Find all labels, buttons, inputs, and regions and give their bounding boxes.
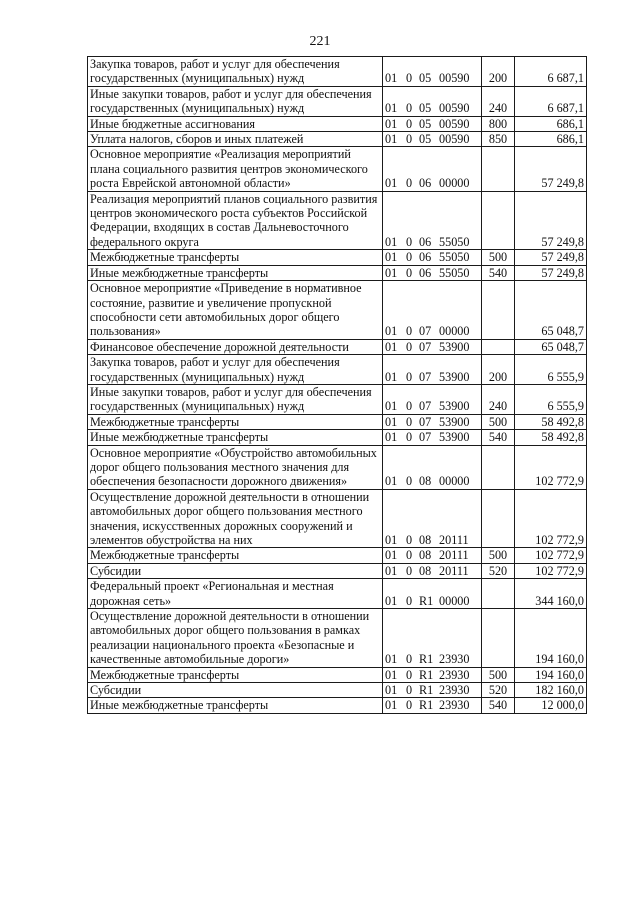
code-part: 01 [385,116,398,131]
row-expense-type: 500 [482,250,515,265]
row-name: Реализация мероприятий планов социального развития центров экономического роста субъектов Российской Федерации, входящих в состав Дальневосточного федерального округа [88,191,383,250]
code-part: 53900 [439,339,470,354]
row-expense-type [482,445,515,489]
code-part: 23930 [439,652,470,667]
code-part: 20111 [439,548,469,563]
table-row [88,132,587,147]
row-code [383,355,482,385]
code-part: 0 [406,234,413,249]
code-part: 0 [406,339,413,354]
row-name: Иные межбюджетные трансферты [88,698,383,713]
code-part: 08 [419,563,432,578]
code-part: 00000 [439,324,470,339]
code-part: 08 [419,474,432,489]
table-row [88,563,587,578]
table-row [88,147,587,191]
table-row [88,281,587,340]
row-name: Закупка товаров, работ и услуг для обеспечения государственных (муниципальных) нужд [88,355,383,385]
code-part: 05 [419,101,432,116]
code-part: 53900 [439,430,470,445]
code-part: 01 [385,474,398,489]
code-part: 01 [385,101,398,116]
row-name: Основное мероприятие «Приведение в нормативное состояние, развитие и увеличение пропускной способности сети автомобильных дорог общего пользования» [88,281,383,340]
code-part: 55050 [439,234,470,249]
code-part: R1 [419,593,434,608]
code-part: 01 [385,563,398,578]
table-row [88,609,587,668]
code-part: 08 [419,548,432,563]
code-part: 00000 [439,593,470,608]
code-part: 05 [419,132,432,147]
row-name: Основное мероприятие «Обустройство автомобильных дорог общего пользования местного значения для обеспечения безопасности дорожного движения» [88,445,383,489]
table-row [88,191,587,250]
code-part: 01 [385,369,398,384]
code-part: 0 [406,369,413,384]
row-expense-type: 500 [482,548,515,563]
row-name: Закупка товаров, работ и услуг для обеспечения государственных (муниципальных) нужд [88,57,383,87]
row-name: Основное мероприятие «Реализация мероприятий плана социального развития центров экономического роста Еврейской автономной области» [88,147,383,191]
row-code [383,489,482,548]
row-amount: 57 249,8 [515,250,587,265]
row-name: Федеральный проект «Региональная и местная дорожная сеть» [88,579,383,609]
row-name: Субсидии [88,563,383,578]
code-part: 01 [385,698,398,713]
code-part: 01 [385,548,398,563]
code-part: 06 [419,234,432,249]
code-part: 0 [406,474,413,489]
code-part: 01 [385,71,398,86]
table-row [88,265,587,280]
row-code [383,281,482,340]
row-code [383,57,482,87]
code-part: 23930 [439,698,470,713]
code-part: 01 [385,399,398,414]
row-expense-type: 240 [482,86,515,116]
table-row [88,698,587,713]
row-code [383,250,482,265]
table-row [88,57,587,87]
table-row [88,579,587,609]
code-part: 01 [385,593,398,608]
code-part: 06 [419,176,432,191]
row-amount: 6 687,1 [515,57,587,87]
row-code [383,384,482,414]
code-part: 0 [406,667,413,682]
table-row [88,414,587,429]
row-expense-type: 520 [482,563,515,578]
code-part: 0 [406,132,413,147]
page-number: 221 [309,34,331,49]
code-part: 20111 [439,563,469,578]
row-code [383,430,482,445]
code-part: R1 [419,652,434,667]
row-amount: 6 555,9 [515,384,587,414]
code-part: 20111 [439,533,469,547]
row-expense-type: 800 [482,116,515,131]
row-expense-type [482,281,515,340]
code-part: 0 [406,399,413,414]
row-name: Осуществление дорожной деятельности в отношении автомобильных дорог общего пользования местного значения, искусственных дорожных сооружений и элементов обустройства на них [88,489,383,548]
row-name: Иные закупки товаров, работ и услуг для обеспечения государственных (муниципальных) нужд [88,384,383,414]
budget-table [87,56,587,714]
row-code [383,609,482,668]
code-part: 07 [419,369,432,384]
row-name: Иные межбюджетные трансферты [88,430,383,445]
row-amount: 57 249,8 [515,191,587,250]
table-row [88,355,587,385]
code-part: 01 [385,683,398,698]
row-code [383,563,482,578]
row-code [383,191,482,250]
code-part: 07 [419,339,432,354]
row-amount: 344 160,0 [515,579,587,609]
row-amount: 12 000,0 [515,698,587,713]
code-part: 0 [406,250,413,265]
row-expense-type: 500 [482,414,515,429]
row-code [383,548,482,563]
code-part: 53900 [439,414,470,429]
code-part: 01 [385,176,398,191]
code-part: 01 [385,533,398,547]
row-expense-type: 200 [482,57,515,87]
row-name: Межбюджетные трансферты [88,414,383,429]
row-amount: 194 160,0 [515,667,587,682]
code-part: 08 [419,533,432,547]
budget-table-body [88,57,587,714]
row-amount: 194 160,0 [515,609,587,668]
row-amount: 6 555,9 [515,355,587,385]
row-expense-type: 200 [482,355,515,385]
row-code [383,579,482,609]
code-part: 0 [406,430,413,445]
row-expense-type: 850 [482,132,515,147]
row-amount: 57 249,8 [515,265,587,280]
row-amount: 182 160,0 [515,683,587,698]
code-part: 00590 [439,132,470,147]
row-code [383,339,482,354]
table-row [88,116,587,131]
table-row [88,430,587,445]
row-amount: 57 249,8 [515,147,587,191]
code-part: 23930 [439,683,470,698]
code-part: 0 [406,563,413,578]
code-part: R1 [419,683,434,698]
row-amount: 58 492,8 [515,414,587,429]
code-part: 07 [419,324,432,339]
row-code [383,414,482,429]
code-part: 01 [385,414,398,429]
table-row [88,548,587,563]
row-name: Межбюджетные трансферты [88,548,383,563]
row-amount: 102 772,9 [515,563,587,578]
row-expense-type [482,147,515,191]
code-part: 05 [419,116,432,131]
row-code [383,667,482,682]
row-name: Уплата налогов, сборов и иных платежей [88,132,383,147]
row-code [383,132,482,147]
table-row [88,489,587,548]
row-amount: 686,1 [515,132,587,147]
code-part: 0 [406,414,413,429]
row-expense-type [482,609,515,668]
table-row [88,683,587,698]
row-amount: 102 772,9 [515,445,587,489]
code-part: 06 [419,250,432,265]
table-row [88,667,587,682]
code-part: 00000 [439,176,470,191]
code-part: 01 [385,132,398,147]
code-part: 07 [419,430,432,445]
row-code [383,86,482,116]
table-row [88,86,587,116]
code-part: 0 [406,71,413,86]
row-code [383,116,482,131]
row-name: Иные бюджетные ассигнования [88,116,383,131]
row-amount: 65 048,7 [515,281,587,340]
row-name: Осуществление дорожной деятельности в отношении автомобильных дорог общего пользования в рамках реализации национального проекта «Безопасные и качественные автомобильные дороги» [88,609,383,668]
row-expense-type: 540 [482,265,515,280]
row-code [383,265,482,280]
code-part: 0 [406,176,413,191]
row-name: Иные межбюджетные трансферты [88,265,383,280]
code-part: 23930 [439,667,470,682]
table-row [88,384,587,414]
code-part: 01 [385,667,398,682]
row-expense-type: 240 [482,384,515,414]
code-part: 0 [406,683,413,698]
row-expense-type: 540 [482,698,515,713]
code-part: 00590 [439,101,470,116]
code-part: 0 [406,548,413,563]
code-part: 0 [406,533,413,547]
table-row [88,445,587,489]
code-part: R1 [419,667,434,682]
code-part: 55050 [439,250,470,265]
code-part: 53900 [439,369,470,384]
row-name: Межбюджетные трансферты [88,667,383,682]
row-name: Межбюджетные трансферты [88,250,383,265]
code-part: 01 [385,250,398,265]
code-part: 01 [385,339,398,354]
row-expense-type [482,489,515,548]
code-part: 0 [406,101,413,116]
code-part: 01 [385,265,398,280]
row-amount: 65 048,7 [515,339,587,354]
row-name: Иные закупки товаров, работ и услуг для обеспечения государственных (муниципальных) нужд [88,86,383,116]
row-expense-type: 500 [482,667,515,682]
row-amount: 6 687,1 [515,86,587,116]
code-part: 01 [385,324,398,339]
table-row [88,339,587,354]
row-code [383,147,482,191]
row-amount: 58 492,8 [515,430,587,445]
code-part: 07 [419,414,432,429]
row-amount: 102 772,9 [515,548,587,563]
row-expense-type [482,579,515,609]
code-part: 0 [406,265,413,280]
row-expense-type: 520 [482,683,515,698]
row-expense-type [482,339,515,354]
row-expense-type: 540 [482,430,515,445]
code-part: 05 [419,71,432,86]
code-part: 06 [419,265,432,280]
row-name: Финансовое обеспечение дорожной деятельности [88,339,383,354]
code-part: 0 [406,698,413,713]
row-amount: 686,1 [515,116,587,131]
row-code [383,698,482,713]
row-code [383,683,482,698]
code-part: 01 [385,234,398,249]
row-amount: 102 772,9 [515,489,587,548]
row-name: Субсидии [88,683,383,698]
code-part: 00000 [439,474,470,489]
code-part: 01 [385,652,398,667]
row-expense-type [482,191,515,250]
code-part: 01 [385,430,398,445]
code-part: 53900 [439,399,470,414]
code-part: 0 [406,593,413,608]
code-part: 00590 [439,116,470,131]
code-part: 0 [406,116,413,131]
table-row [88,250,587,265]
code-part: 00590 [439,71,470,86]
code-part: R1 [419,698,434,713]
row-code [383,445,482,489]
code-part: 07 [419,399,432,414]
code-part: 55050 [439,265,470,280]
code-part: 0 [406,324,413,339]
code-part: 0 [406,652,413,667]
